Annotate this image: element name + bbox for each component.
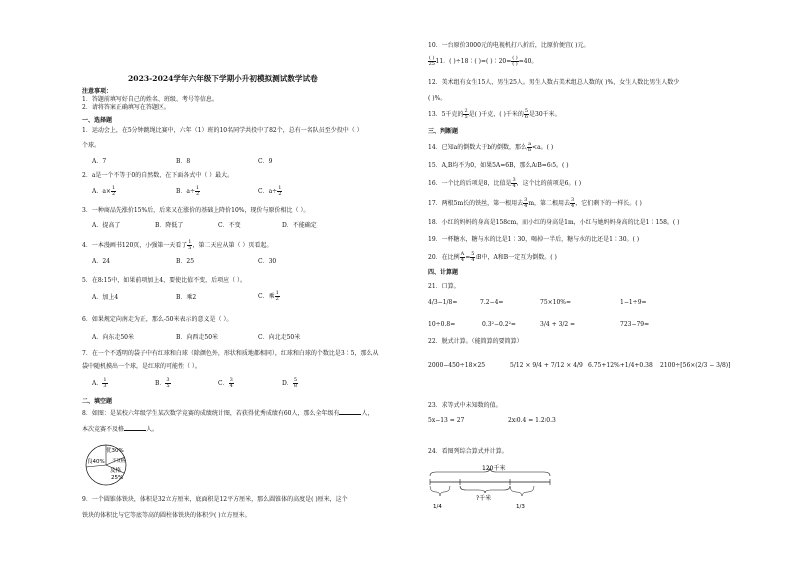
diagram-unknown-label: ?千米 <box>476 495 492 502</box>
answer-blank[interactable] <box>124 430 146 431</box>
page-title: 2023-2024学年六年级下学期小升初模拟测试数学试卷 <box>128 74 318 83</box>
q1-option-c: C．9 <box>258 158 273 165</box>
pie-label: 良40% <box>87 459 105 465</box>
fraction: $\frac{1}{2}$ <box>111 185 116 197</box>
q7-option-d <box>282 378 298 389</box>
pie-label: 及格 <box>110 468 122 474</box>
q1-option-b: B．8 <box>176 158 191 165</box>
q13-text-b: 是( )千克，( )千米的 <box>468 111 524 118</box>
line-segment-diagram <box>424 462 564 518</box>
right-brace <box>510 486 534 496</box>
q4-option-b: B．25 <box>176 258 195 265</box>
q14-text-b: <a。( ) <box>532 144 554 151</box>
q2-option-c <box>258 186 282 197</box>
q3-option-b: B．降低了 <box>155 222 184 229</box>
pie-label: 优30% <box>106 448 124 454</box>
q15-text: 15．A,B均不为0，如果5A=6B，那么A∶B=6∶5。( ) <box>428 162 569 169</box>
q7-option-c-label: C． <box>218 380 229 387</box>
note-item: 1．答题前填写好自己的姓名、班级、考号等信息。 <box>82 96 218 103</box>
q8-text-a: 8．如图：是某校六年级学生某次数学竞赛的成绩统计图，若获得优秀成绩有60人，那么全年级有 <box>82 410 340 417</box>
bottom-brace <box>460 486 510 493</box>
q7-text-cont: 袋中随机摸出一个球，是红球的可能性（ ）。 <box>82 363 201 370</box>
q5-option-a: A．加上4 <box>92 294 119 301</box>
q20-text: 20．在比例 $\frac{A}{4}$ = $\frac{5}{4}$ ∶B中，A和B一定互为倒数。( ) <box>428 251 557 263</box>
q13-text-c: 是30千米。 <box>529 111 561 118</box>
q12-text-cont: ( )%。 <box>428 95 447 102</box>
section-judge: 三、判断题 <box>428 128 459 135</box>
q23-expr: 5x−13 = 27 <box>428 417 465 424</box>
q9-text-cont: 铁块的体积比与它等底等高的圆柱体铁块的体积少( )立方厘米。 <box>82 512 251 519</box>
fraction: $\frac{a}{b}$ <box>527 141 532 153</box>
diagram-right-fraction: 1/3 <box>516 504 525 510</box>
q2-option-b <box>176 186 200 197</box>
fraction: $\frac{3}{4}$ <box>229 377 233 389</box>
q7-option-c <box>218 378 234 389</box>
q17-text-b: m，第二根用去 <box>528 200 571 207</box>
q6-option-a: A．向东走50米 <box>92 334 134 341</box>
fraction: $\frac{1}{2}$ <box>275 290 279 302</box>
section-calc: 四、计算题 <box>428 269 459 276</box>
q3-option-a: A．提高了 <box>92 222 121 229</box>
fraction: $\frac{( )}{25}$ <box>428 55 435 67</box>
diagram-left-fraction: 1/4 <box>433 504 442 510</box>
q7-option-b <box>155 378 171 389</box>
q17-text-c: ，它们剩下的一样长。( ) <box>575 200 642 207</box>
q5-text: 5．在8:15中，如果前项加上4，要使比值不变，后项应（ ）。 <box>82 277 247 284</box>
pie-divider <box>86 465 106 467</box>
q8-unit-b: 人。 <box>146 426 159 433</box>
q1-text: 1．运动会上，在5分钟跳绳比赛中，六年（1）班的10名同学共投中了82个，总有一名队员至少投中（ ） <box>82 127 363 134</box>
q5-option-c <box>258 291 280 302</box>
q4-option-c: C．30 <box>258 258 277 265</box>
q12-text: 12．美术组有女生15人，男生25人。男生人数占美术组总人数的( )%，女生人数比男生人数少 <box>428 79 680 86</box>
q11-text <box>428 56 537 67</box>
fraction: $\frac{1}{2}$ <box>278 185 282 197</box>
fraction: $\frac{1}{3}$ <box>103 377 107 389</box>
q3-option-c: C．不变 <box>218 222 241 229</box>
section-choice: 一、选择题 <box>82 117 113 124</box>
q5-option-b: B．乘2 <box>176 294 197 301</box>
q13-text <box>428 109 561 120</box>
q22-expr: 2100÷[56×(2/3 − 3/8)] <box>660 362 731 369</box>
left-brace <box>430 486 450 496</box>
q10-text: 10．一台原价3000元的电视机打八折后，比原价便宜( )元。 <box>428 42 590 49</box>
q11-text-a: 11．( )÷18∶( )=( )∶20= <box>435 58 512 65</box>
q8-text <box>82 410 373 418</box>
q2-option-a <box>92 186 116 197</box>
fraction: $\frac{5}{6}$ <box>524 108 529 120</box>
q2-option-b-label: B．a÷ <box>176 188 196 195</box>
q11-text-b: =40。 <box>518 58 538 65</box>
fraction: $\frac{3}{4}$ <box>571 197 575 209</box>
q5-option-c-label: C．乘 <box>258 293 275 300</box>
fraction: $\frac{1}{2}$ <box>196 185 200 197</box>
q19-text: 19．一杯糖水，糖与水的比是1∶30，喝掉一半后，糖与水的比还是1∶30。( ) <box>428 236 640 243</box>
q3-option-d: D．不能确定 <box>282 222 317 229</box>
q16-text <box>428 178 581 189</box>
fraction: $\frac{5}{8}$ <box>293 377 297 389</box>
q22-expr: 2000−450÷18×25 <box>428 362 486 369</box>
q2-option-a-label: A．a× <box>92 188 111 195</box>
q23-expr: 2x∶0.4 = 1.2∶0.3 <box>508 417 556 424</box>
q4-text <box>82 240 272 251</box>
q16-text-b: ，这个比的前项是6。( ) <box>516 180 582 187</box>
q21-expr: 75×10%= <box>540 299 572 306</box>
q21-expr: 4/3−1/8= <box>428 299 458 306</box>
q22-text: 22．脱式计算。（能简算的要简算） <box>428 338 523 345</box>
q7-option-b-label: B． <box>155 380 166 387</box>
q21-expr: 1−1÷9= <box>620 299 647 306</box>
q4-option-a: A．24 <box>92 258 110 265</box>
pie-label: 25% <box>111 475 124 481</box>
q7-option-d-label: D． <box>282 380 293 387</box>
q4-text-b: ，第二天应从第（ ）页看起。 <box>192 242 273 249</box>
q23-text: 23．求等式中未知数的值。 <box>428 402 502 409</box>
fraction: $\frac{( )}{( )}$ <box>512 55 518 67</box>
q17-text-a: 17．两根5m长的铁丝，第一根用去 <box>428 200 524 207</box>
q8-unit: 人， <box>361 410 374 417</box>
fraction: $\frac{3}{4}$ <box>512 177 516 189</box>
q6-option-c: C．向北走50米 <box>258 334 301 341</box>
diagram-total-label: 120千米 <box>482 465 506 472</box>
q3-text: 3．一种商品先涨价15%后，后来又在涨价的基础上降价10%，现价与原价相比（ ）。 <box>82 207 310 214</box>
q7-option-a-label: A． <box>92 380 103 387</box>
fraction: $\frac{1}{5}$ <box>188 239 192 251</box>
q7-option-a <box>92 378 108 389</box>
notes-heading: 注意事项： <box>82 88 113 95</box>
q1-text-cont: 个球。 <box>82 142 101 149</box>
q21-expr: 723−79= <box>620 321 650 328</box>
q6-text: 6．如果规定向南走为正，那么-50米表示的意义是（ ）。 <box>82 316 233 323</box>
fraction: $\frac{2}{5}$ <box>464 108 468 120</box>
q14-text <box>428 142 553 153</box>
q21-text: 21．口算。 <box>428 283 460 290</box>
pie-chart <box>82 442 130 488</box>
q18-text: 18．小红的妈妈的身高是158cm，而小红的身高是1m，小红与她妈妈身高的比是1∶158。( ) <box>428 219 680 226</box>
q17-text <box>428 198 642 209</box>
q8-text-cont <box>82 426 158 434</box>
fraction: $\frac{3}{4}$ <box>524 197 528 209</box>
q21-expr: 7.2−4= <box>480 299 504 306</box>
section-fill: 二、填空题 <box>82 398 113 405</box>
q24-text: 24．看图列综合算式并计算。 <box>428 448 508 455</box>
q21-expr: 0.3²−0.2²= <box>482 321 516 328</box>
fraction: $\frac{A}{4}$ <box>460 251 465 263</box>
pie-label: 不及格 <box>112 459 126 464</box>
q16-text-a: 16．一个比的后项是8，比值是 <box>428 180 512 187</box>
q21-expr: 10÷0.8= <box>428 321 456 328</box>
q14-text-a: 14．已知a的倒数大于b的倒数，那么 <box>428 144 528 151</box>
note-item: 2．请将答案正确填写在答题区。 <box>82 104 170 111</box>
answer-blank[interactable] <box>339 414 361 415</box>
q7-text: 7．在一个不透明的袋子中有红球和白球（除颜色外，形状和质地都相同），红球和白球的个数比是3∶5，那么从 <box>82 350 379 357</box>
q1-option-a: A．7 <box>92 158 107 165</box>
q2-option-c-label: C．a÷ <box>258 188 278 195</box>
q22-expr: 6.75+12%+1/4+0.38 <box>588 362 653 369</box>
fraction: $\frac{5}{4}$ <box>471 251 475 263</box>
q6-option-b: B．向西走50米 <box>176 334 219 341</box>
q4-text-a: 4．一本漫画书120页，小强第一天看了 <box>82 242 188 249</box>
q9-text: 9．一个圆锥体铁块，体积是32立方厘米，底面积是12平方厘米，那么圆锥体的高度是( )厘米，这个 <box>82 496 348 503</box>
q2-text: 2．a是一个不等于0的自然数，在下面各式中（ ）最大。 <box>82 172 234 179</box>
top-brace <box>430 468 550 476</box>
fraction: $\frac{3}{5}$ <box>166 377 170 389</box>
q8-text-b: 本次竞赛不及格 <box>82 426 125 433</box>
q22-expr: 5/12 × 9/4 + 7/12 × 4/9 <box>510 362 583 369</box>
q13-text-a: 13．5千克的 <box>428 111 464 118</box>
q21-expr: 3/4 + 3/2 = <box>540 321 576 328</box>
q20-text-b: 中，A和B一定互为倒数。( ) <box>481 254 557 261</box>
q20-text-a: 20．在比例 <box>428 254 460 261</box>
